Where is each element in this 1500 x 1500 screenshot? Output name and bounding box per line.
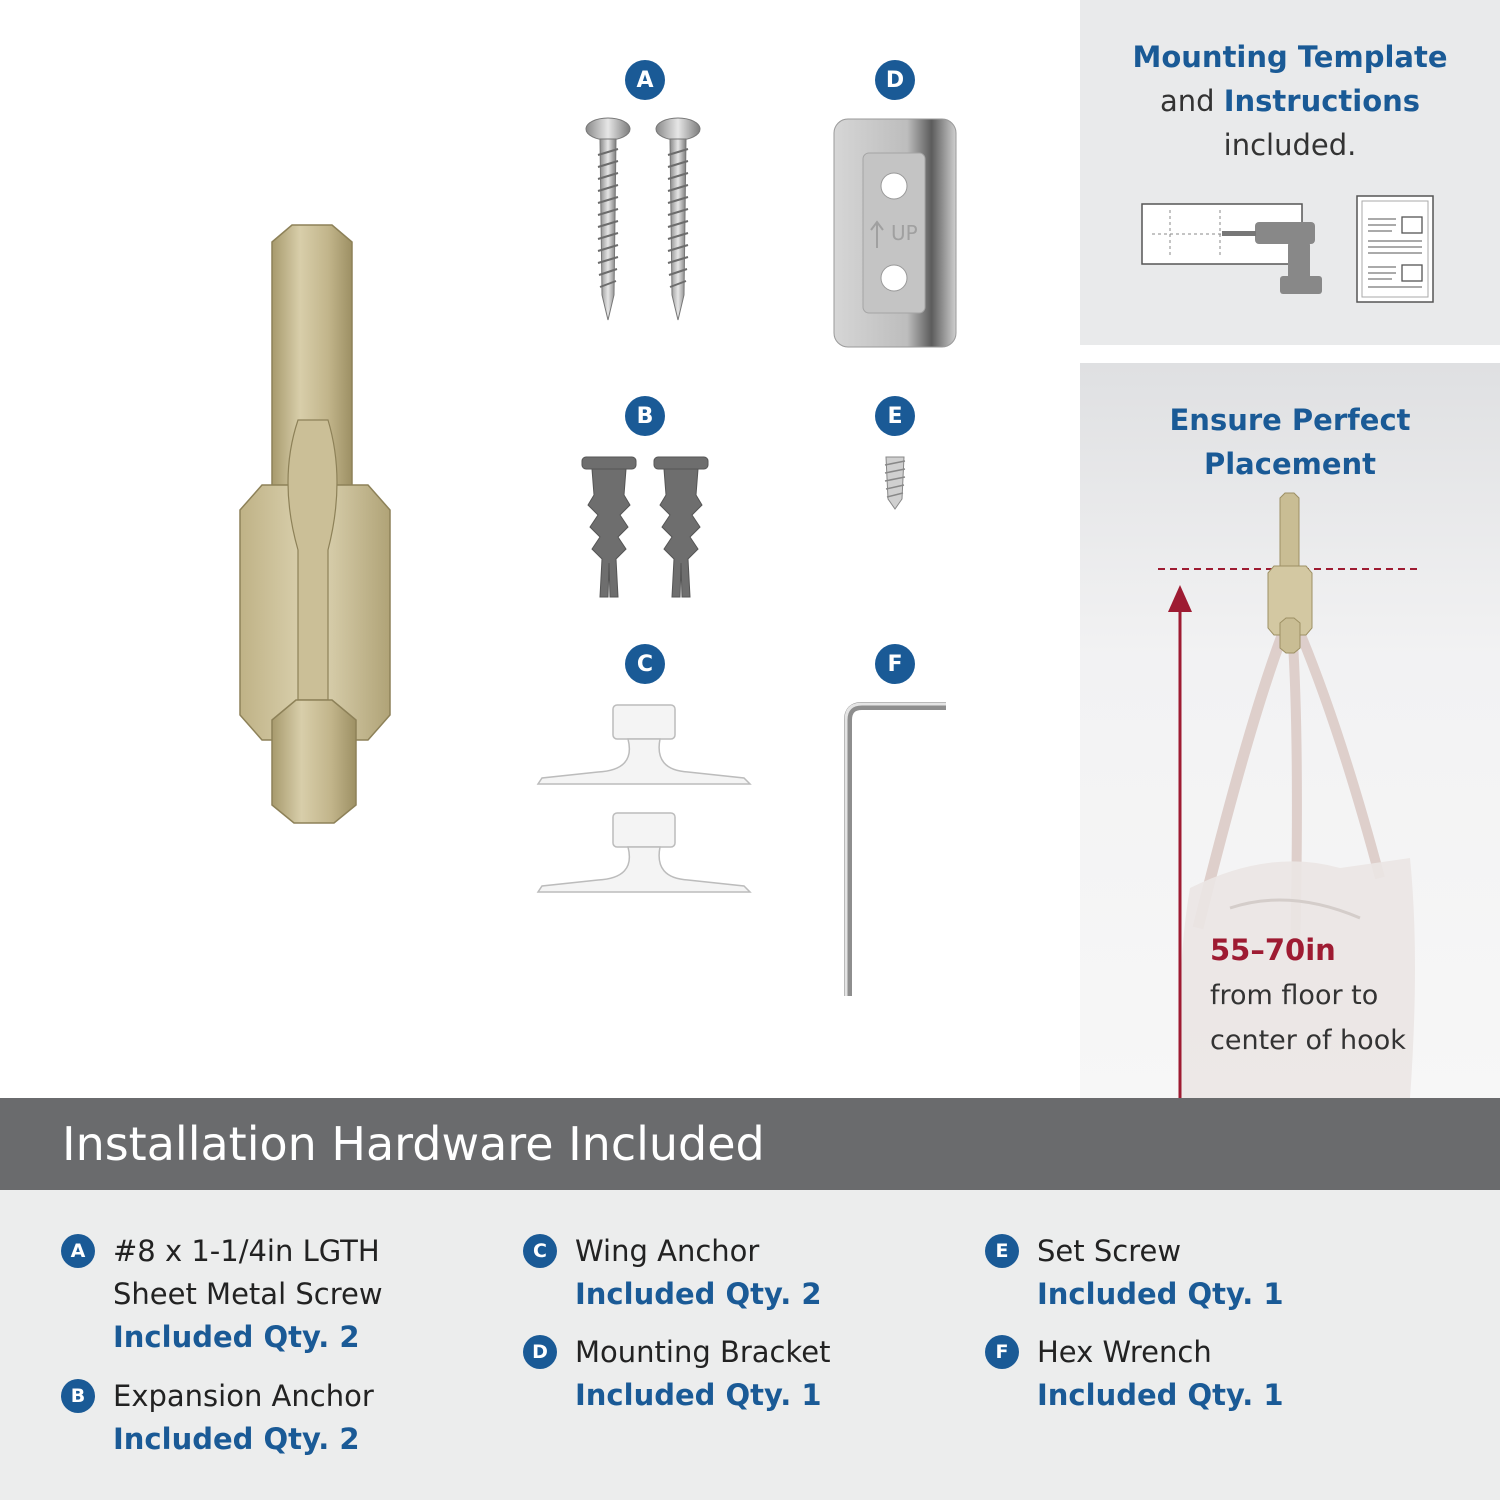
list-item-e [995, 1230, 1284, 1316]
item-c-qty: Included Qty. 2 [575, 1277, 822, 1311]
banner-title: Installation Hardware Included [62, 1117, 765, 1171]
label-c-badge: C [625, 644, 665, 684]
height-description-line1: from floor to [1210, 980, 1379, 1011]
list-item-d [532, 1331, 831, 1417]
list-badge-e: E [985, 1234, 1019, 1268]
item-b-qty: Included Qty. 2 [113, 1422, 360, 1456]
template-subtitle [1080, 79, 1500, 123]
label-f-badge: F [875, 644, 915, 684]
placement-title-line2: Placement [1203, 447, 1377, 481]
template-title: Mounting Template [1132, 40, 1448, 74]
hardware-list [0, 1190, 1500, 1500]
height-measurement: 55–70in [1210, 933, 1336, 967]
placement-title-line1: Ensure Perfect [1169, 403, 1411, 437]
hook-illustration [200, 220, 430, 830]
mounting-template-panel [1080, 0, 1500, 345]
bracket-up-marking: UP [891, 221, 918, 245]
list-item-a [70, 1230, 383, 1359]
item-f-name: Hex Wrench [1037, 1335, 1212, 1369]
item-a-name-line1: #8 x 1-1/4in LGTH [113, 1234, 380, 1268]
and-word: and [1159, 84, 1215, 118]
item-d-qty: Included Qty. 1 [575, 1378, 822, 1412]
list-badge-a: A [61, 1234, 95, 1268]
item-c-name: Wing Anchor [575, 1234, 760, 1268]
set-screw-image [882, 455, 908, 511]
placement-panel [1080, 363, 1500, 1098]
list-item-b [70, 1375, 374, 1461]
item-a-qty: Included Qty. 2 [113, 1320, 360, 1354]
item-e-qty: Included Qty. 1 [1037, 1277, 1284, 1311]
height-description-line2: center of hook [1210, 1025, 1406, 1056]
list-badge-d: D [523, 1335, 557, 1369]
item-f-qty: Included Qty. 1 [1037, 1378, 1284, 1412]
wing-anchors-image [538, 700, 753, 900]
mounting-bracket-image [833, 118, 958, 350]
item-b-name: Expansion Anchor [113, 1379, 374, 1413]
list-badge-b: B [61, 1379, 95, 1413]
list-item-f [995, 1331, 1284, 1417]
expansion-anchors-image [580, 455, 710, 600]
label-a-badge: A [625, 60, 665, 100]
label-d-badge: D [875, 60, 915, 100]
label-e-badge: E [875, 396, 915, 436]
item-a-name-line2: Sheet Metal Screw [113, 1277, 383, 1311]
list-item-c [533, 1230, 822, 1316]
sheet-metal-screws-image [580, 115, 710, 325]
item-e-name: Set Screw [1037, 1234, 1182, 1268]
instructions-word: Instructions [1223, 84, 1421, 118]
installation-banner [0, 1098, 1500, 1190]
template-included: included. [1223, 128, 1357, 162]
item-d-name: Mounting Bracket [575, 1335, 831, 1369]
drill-template-icon [1140, 200, 1330, 300]
hex-wrench-image [842, 702, 952, 1002]
list-badge-f: F [985, 1335, 1019, 1369]
instructions-sheet-icon [1356, 195, 1436, 305]
list-badge-c: C [523, 1234, 557, 1268]
label-b-badge: B [625, 396, 665, 436]
